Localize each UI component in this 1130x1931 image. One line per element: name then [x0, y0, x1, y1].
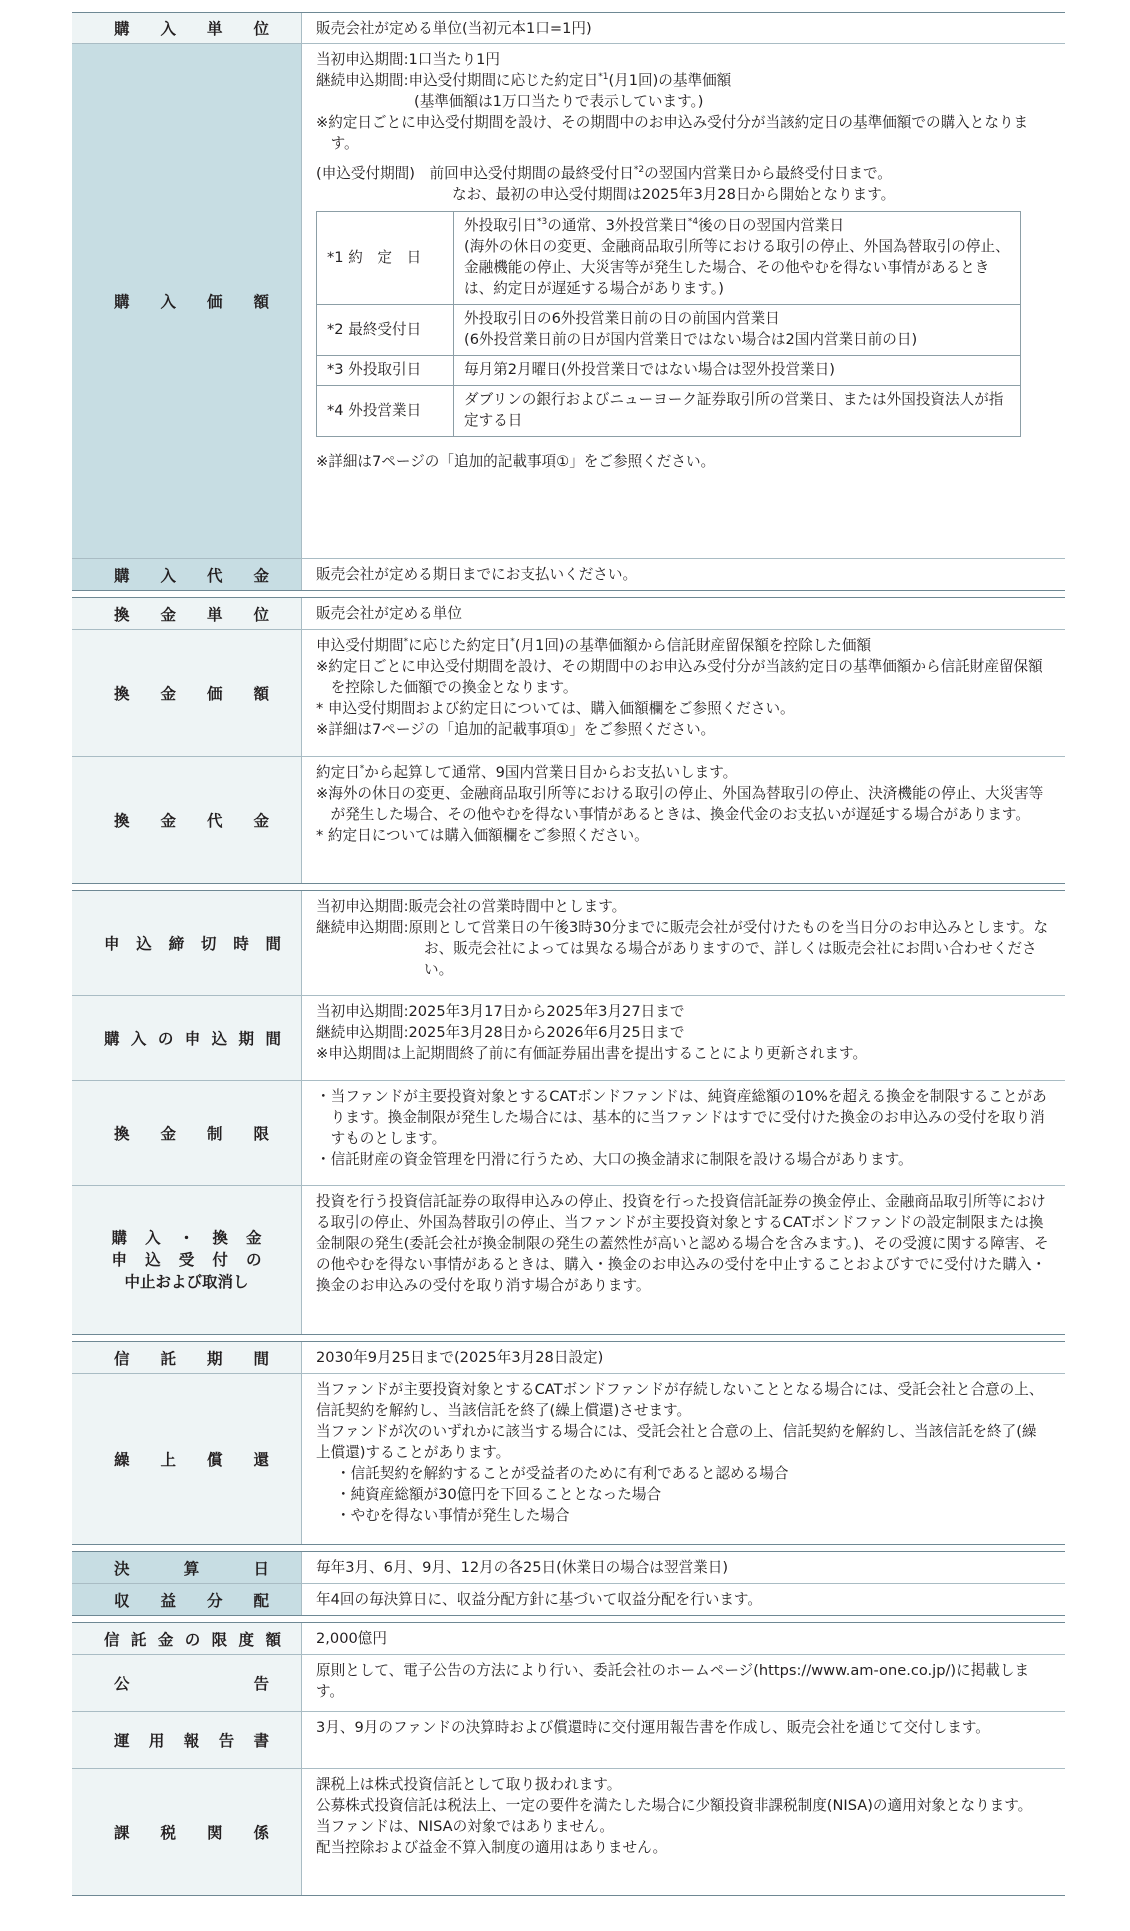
text: なお、最初の申込受付期間は2025年3月28日から開始となります。 — [452, 186, 896, 203]
label-char: 額 — [253, 685, 269, 703]
row-shueki — [72, 1583, 1065, 1615]
label-char: 価 — [206, 685, 223, 703]
row-moushikomi-kikan — [72, 995, 1065, 1080]
label-line: 中止および取消し — [124, 1273, 249, 1291]
label-char: 限 — [253, 1125, 269, 1143]
purchase-group — [72, 12, 1065, 591]
text: (基準価額は1万口当たりで表示しています。) — [414, 93, 704, 110]
label-shintaku-kikan — [72, 1342, 301, 1373]
row-shimekiri — [72, 891, 1065, 995]
row-kuriage — [72, 1373, 1065, 1544]
text: 公募株式投資信託は税法上、一定の要件を満たした場合に少額投資非課税制度(NISA)の適用対象となります。 — [316, 1797, 1033, 1814]
text-part: に応じた約定日 — [408, 637, 511, 654]
label-char: 入 — [145, 1229, 161, 1247]
label-char: 代 — [206, 566, 223, 585]
label-char: 告 — [253, 1675, 269, 1693]
label-shimekiri — [72, 891, 301, 995]
label-char: 繰 — [114, 1451, 130, 1469]
definition-key: *2 最終受付日 — [317, 305, 454, 356]
bullet-item: ・信託契約を解約することが受益者のために有利であると認める場合 — [336, 1465, 789, 1482]
label-char: 間 — [265, 1030, 281, 1048]
label-char: 還 — [253, 1451, 269, 1469]
definition-row — [317, 305, 1021, 356]
definition-value: ダブリンの銀行およびニューヨーク証券取引所の営業日、または外国投資法人が指定する日 — [454, 386, 1021, 437]
label-char: 分 — [206, 1591, 223, 1610]
label-char: 換 — [114, 812, 130, 830]
label-char: 時 — [233, 935, 249, 953]
label-char: 金 — [157, 1630, 174, 1649]
label-char: 購 — [111, 1229, 128, 1247]
fund-terms-table — [72, 12, 1065, 1902]
label-kuriage — [72, 1374, 301, 1544]
row-kounyu-tani — [72, 13, 1065, 43]
footnote-mark: *3 — [536, 217, 548, 228]
text-part: 継続申込期間:申込受付期間に応じた約定日 — [316, 72, 599, 89]
row-gendo — [72, 1623, 1065, 1654]
label-kessan — [72, 1552, 301, 1583]
text: ※約定日ごとに申込受付期間を設け、その期間中のお申込み受付分が当該約定日の基準価額での購入となります。 — [316, 114, 1029, 152]
label-char: 算 — [183, 1559, 200, 1578]
footnote-mark: * — [359, 764, 365, 775]
row-kazei — [72, 1768, 1065, 1895]
label-char: 単 — [206, 20, 223, 38]
label-moushikomi-kikan — [72, 996, 301, 1080]
label-char: 限 — [211, 1630, 228, 1649]
text: ※海外の休日の変更、金融商品取引所等における取引の停止、外国為替取引の停止、決済機能の停止、大災害等が発生した場合、その他やむを得ない事情があるときは、換金代金のお支払いが遅延する場合があります。 — [316, 785, 1044, 823]
label-char: 入 — [160, 566, 176, 585]
label-char: 託 — [160, 1349, 176, 1368]
label-char: 上 — [160, 1451, 176, 1469]
text-part: の翌国内営業日から最終受付日まで。 — [644, 165, 892, 182]
content-kankin-kakaku — [301, 630, 1065, 756]
content-shueki — [301, 1584, 1065, 1615]
row-unyou — [72, 1711, 1065, 1768]
row-kounyu-daikin — [72, 558, 1065, 590]
settlement-group — [72, 1551, 1065, 1616]
text: 原則として、電子公告の方法により行い、委託会社のホームページ(https://www.am-one.co.jp/)に掲載します。 — [316, 1662, 1030, 1700]
label-char: 配 — [253, 1591, 269, 1610]
text: 3月、9月のファンドの決算時および償還時に交付運用報告書を作成し、販売会社を通じて交付します。 — [316, 1719, 990, 1736]
label-char: 額 — [253, 293, 269, 311]
label-char: 運 — [114, 1732, 130, 1750]
text: 年4回の毎決算日に、収益分配方針に基づいて収益分配を行います。 — [316, 1591, 762, 1608]
label-char: 期 — [238, 1030, 255, 1048]
label-char: 付 — [212, 1251, 228, 1269]
content-moushikomi-kikan — [301, 996, 1065, 1080]
row-kounyu-kakaku — [72, 43, 1065, 558]
label-char: 込 — [136, 935, 152, 953]
text-part: 後の日の翌国内営業日 — [698, 217, 845, 234]
text-part: の通常、3外投営業日 — [547, 217, 688, 234]
label-char: 金 — [160, 685, 176, 703]
label-char: 金 — [253, 566, 269, 585]
label-char: 位 — [253, 20, 269, 38]
label-char: 代 — [206, 812, 223, 830]
label-char: 金 — [160, 812, 176, 830]
text: 当初申込期間:販売会社の営業時間中とします。 — [316, 898, 627, 915]
text: 当ファンドは、NISAの対象ではありません。 — [316, 1818, 615, 1835]
definition-value — [454, 212, 1021, 305]
label-kankin-daikin — [72, 757, 301, 883]
footnote-mark: * — [403, 637, 409, 648]
bullet-item: ・純資産総額が30億円を下回ることとなった場合 — [336, 1486, 662, 1503]
text: ※約定日ごとに申込受付期間を設け、その期間中のお申込み受付分が当該約定日の基準価額から信託財産留保額を控除した価額での換金となります。 — [316, 658, 1043, 696]
definitions-table — [316, 211, 1021, 437]
text: 販売会社が定める単位 — [316, 605, 462, 622]
label-char: 決 — [114, 1559, 130, 1578]
label-char: 受 — [178, 1251, 195, 1269]
label-char: 書 — [253, 1732, 269, 1750]
label-char: 日 — [253, 1559, 269, 1578]
text: 配当控除および益金不算入制度の適用はありません。 — [316, 1839, 668, 1856]
application-group — [72, 890, 1065, 1335]
label-char: 購 — [114, 293, 130, 311]
label-char: 制 — [206, 1125, 223, 1143]
text: ・当ファンドが主要投資対象とするCATボンドファンドは、純資産総額の10%を超える換金を制限することがあります。換金制限が発生した場合には、基本的に当ファンドはすでに受付けた換金のお申込みの受付を取り消すものとします。 — [316, 1088, 1047, 1147]
label-gendo — [72, 1623, 301, 1654]
label-line — [112, 1227, 262, 1249]
definition-row — [317, 356, 1021, 386]
text-part: (月1回)の基準価額 — [608, 72, 732, 89]
label-char: 益 — [160, 1591, 176, 1610]
text: 投資を行う投資信託証券の取得申込みの停止、投資を行った投資信託証券の換金停止、金融商品取引所等における取引の停止、外国為替取引の停止、当ファンドが主要投資対象とするCATボンドファンドの設定制限または換金制限の発生(委託会社が換金制限の発生の蓋然性が高いと認める場合を含みます。)、その受渡に関する障害、その他やむを得ない事情があるときは、購入・換金のお申込みの受付を中止することおよびすでに受付けた購入・換金のお申込みの受付を取り消す場合があります。 — [316, 1193, 1049, 1294]
text: 販売会社が定める単位(当初元本1口=1円) — [316, 20, 592, 37]
label-shueki — [72, 1584, 301, 1615]
text: ※申込期間は上記期間終了前に有価証券届出書を提出することにより更新されます。 — [316, 1045, 868, 1062]
label-char: 額 — [265, 1630, 281, 1649]
label-kankin-kakaku — [72, 630, 301, 756]
label-char: 単 — [206, 605, 223, 624]
text — [316, 635, 1051, 656]
text-part: (申込受付期間) 前回申込受付期間の最終受付日 — [316, 165, 634, 182]
text-part: 外投取引日 — [464, 217, 537, 234]
label-koukoku — [72, 1655, 301, 1711]
label-char: 報 — [183, 1732, 200, 1750]
text — [316, 163, 1051, 184]
footnote-mark: *4 — [687, 217, 699, 228]
label-char: 託 — [130, 1630, 147, 1649]
label-kazei — [72, 1769, 301, 1895]
label-char: 間 — [253, 1349, 269, 1368]
footnote-mark: * — [510, 637, 515, 648]
label-char: 間 — [265, 935, 281, 953]
label-char: 申 — [111, 1251, 128, 1269]
label-char: 申 — [184, 1030, 201, 1048]
label-char: 信 — [104, 1630, 120, 1649]
text: ※詳細は7ページの「追加的記載事項①」をご参照ください。 — [316, 453, 716, 470]
label-line — [112, 1249, 262, 1271]
text-part: から起算して通常、9国内営業日目からお支払いします。 — [364, 764, 738, 781]
content-chushi — [301, 1186, 1065, 1334]
label-char: 申 — [104, 935, 120, 953]
label-char: 金 — [253, 812, 269, 830]
text-part: (月1回)の基準価額から信託財産留保額を控除した価額 — [514, 637, 872, 654]
label-char: 告 — [218, 1732, 235, 1750]
label-char: ・ — [178, 1229, 195, 1247]
text: 当ファンドが主要投資対象とするCATボンドファンドが存続しないこととなる場合には、受託会社と合意の上、信託契約を解約し、当該信託を終了(繰上償還)させます。 — [316, 1381, 1044, 1419]
label-unyou — [72, 1712, 301, 1768]
text-part: 約定日 — [316, 764, 360, 781]
misc-group — [72, 1622, 1065, 1896]
row-kankin-tani — [72, 598, 1065, 629]
text: * 申込受付期間および約定日については、購入価額欄をご参照ください。 — [316, 700, 795, 717]
label-char: 込 — [211, 1030, 228, 1048]
content-kankin-seigen — [301, 1081, 1065, 1185]
footnote-mark: *1 — [598, 72, 609, 83]
content-shimekiri — [301, 891, 1065, 995]
row-shintaku-kikan — [72, 1342, 1065, 1373]
content-koukoku — [301, 1655, 1065, 1711]
label-char: 換 — [212, 1229, 228, 1247]
text: 販売会社が定める期日までにお支払いください。 — [316, 566, 638, 583]
label-kankin-seigen — [72, 1081, 301, 1185]
label-char: の — [184, 1630, 201, 1649]
redemption-group — [72, 597, 1065, 884]
content-kankin-tani — [301, 598, 1065, 629]
text: 当初申込期間:2025年3月17日から2025年3月27日まで — [316, 1003, 685, 1020]
text: 当初申込期間:1口当たり1円 — [316, 51, 501, 68]
content-unyou — [301, 1712, 1065, 1768]
label-char: 換 — [114, 685, 130, 703]
row-kankin-seigen — [72, 1080, 1065, 1185]
label-char: 購 — [114, 20, 130, 38]
content-kessan — [301, 1552, 1065, 1583]
label-char: 金 — [160, 1125, 176, 1143]
trust-group — [72, 1341, 1065, 1545]
text: 2030年9月25日まで(2025年3月28日設定) — [316, 1349, 604, 1366]
text: 継続申込期間:原則として営業日の午後3時30分までに販売会社が受付けたものを当日分のお申込みとします。なお、販売会社によっては異なる場合がありますので、詳しくは販売会社にお問い合わせください。 — [316, 919, 1049, 978]
content-shintaku-kikan — [301, 1342, 1065, 1373]
content-kounyu-daikin — [301, 559, 1065, 590]
row-chushi — [72, 1185, 1065, 1334]
definition-value — [454, 305, 1021, 356]
text: 当ファンドが次のいずれかに該当する場合には、受託会社と合意の上、信託契約を解約し、当該信託を終了(繰上償還)することがあります。 — [316, 1423, 1037, 1461]
text: 毎年3月、6月、9月、12月の各25日(休業日の場合は翌営業日) — [316, 1559, 729, 1576]
label-char: 換 — [114, 1125, 130, 1143]
label-char: 入 — [160, 20, 176, 38]
content-kounyu-kakaku — [301, 44, 1065, 558]
text-part: (6外投営業日前の日が国内営業日ではない場合は2国内営業日前の日) — [464, 331, 918, 348]
text: ・信託財産の資金管理を円滑に行うため、大口の換金請求に制限を設ける場合があります。 — [316, 1151, 913, 1168]
definition-row — [317, 212, 1021, 305]
definition-value: 毎月第2月曜日(外投営業日ではない場合は翌外投営業日) — [454, 356, 1021, 386]
label-char: 切 — [200, 935, 217, 953]
text: 課税上は株式投資信託として取り扱われます。 — [316, 1776, 622, 1793]
content-kuriage — [301, 1374, 1065, 1544]
label-char: 公 — [114, 1675, 130, 1693]
row-koukoku — [72, 1654, 1065, 1711]
footnote-mark: *2 — [633, 165, 645, 176]
label-char: 換 — [114, 605, 130, 624]
text: 継続申込期間:2025年3月28日から2026年6月25日まで — [316, 1024, 685, 1041]
label-char: 期 — [206, 1349, 223, 1368]
label-char: 購 — [114, 566, 130, 585]
label-kankin-tani — [72, 598, 301, 629]
label-char: 信 — [114, 1349, 130, 1368]
text: 2,000億円 — [316, 1630, 387, 1647]
content-kazei — [301, 1769, 1065, 1895]
text — [316, 70, 1051, 91]
label-char: 入 — [160, 293, 176, 311]
label-char: 金 — [160, 605, 176, 624]
definition-key: *1 約 定 日 — [317, 212, 454, 305]
label-char: 税 — [160, 1824, 176, 1842]
bullet-item: ・やむを得ない事情が発生した場合 — [336, 1507, 570, 1524]
label-char: 込 — [145, 1251, 161, 1269]
label-char: 金 — [245, 1229, 262, 1247]
label-char: 度 — [238, 1630, 255, 1649]
text-part: 外投取引日の6外投営業日前の日の前国内営業日 — [464, 310, 780, 327]
text — [316, 762, 1051, 783]
label-kounyu-tani — [72, 13, 301, 43]
definition-key: *3 外投取引日 — [317, 356, 454, 386]
text-part: (海外の休日の変更、金融商品取引所等における取引の停止、外国為替取引の停止、金融機能の停止、大災害等が発生した場合、その他やむを得ない事情があるときは、約定日が遅延する場合があります。) — [464, 238, 1010, 297]
label-char: 関 — [206, 1824, 223, 1842]
label-char: の — [157, 1030, 174, 1048]
label-chushi — [72, 1186, 301, 1334]
label-char: 用 — [148, 1732, 165, 1750]
label-kounyu-daikin — [72, 559, 301, 590]
label-char: 係 — [253, 1824, 269, 1842]
label-char: 償 — [206, 1451, 223, 1469]
label-char: 価 — [206, 293, 223, 311]
definition-key: *4 外投営業日 — [317, 386, 454, 437]
row-kessan — [72, 1552, 1065, 1583]
label-char: 課 — [114, 1824, 130, 1842]
text: ※詳細は7ページの「追加的記載事項①」をご参照ください。 — [316, 721, 716, 738]
label-char: 購 — [104, 1030, 120, 1048]
text: * 約定日については購入価額欄をご参照ください。 — [316, 827, 649, 844]
row-kankin-kakaku — [72, 629, 1065, 756]
content-kounyu-tani — [301, 13, 1065, 43]
row-kankin-daikin — [72, 756, 1065, 883]
definition-row — [317, 386, 1021, 437]
label-char: 位 — [253, 605, 269, 624]
content-kankin-daikin — [301, 757, 1065, 883]
label-char: 締 — [168, 935, 185, 953]
label-kounyu-kakaku — [72, 44, 301, 558]
text-part: 申込受付期間 — [316, 637, 404, 654]
label-char: の — [245, 1251, 262, 1269]
label-char: 収 — [114, 1591, 130, 1610]
content-gendo — [301, 1623, 1065, 1654]
label-char: 入 — [130, 1030, 147, 1048]
